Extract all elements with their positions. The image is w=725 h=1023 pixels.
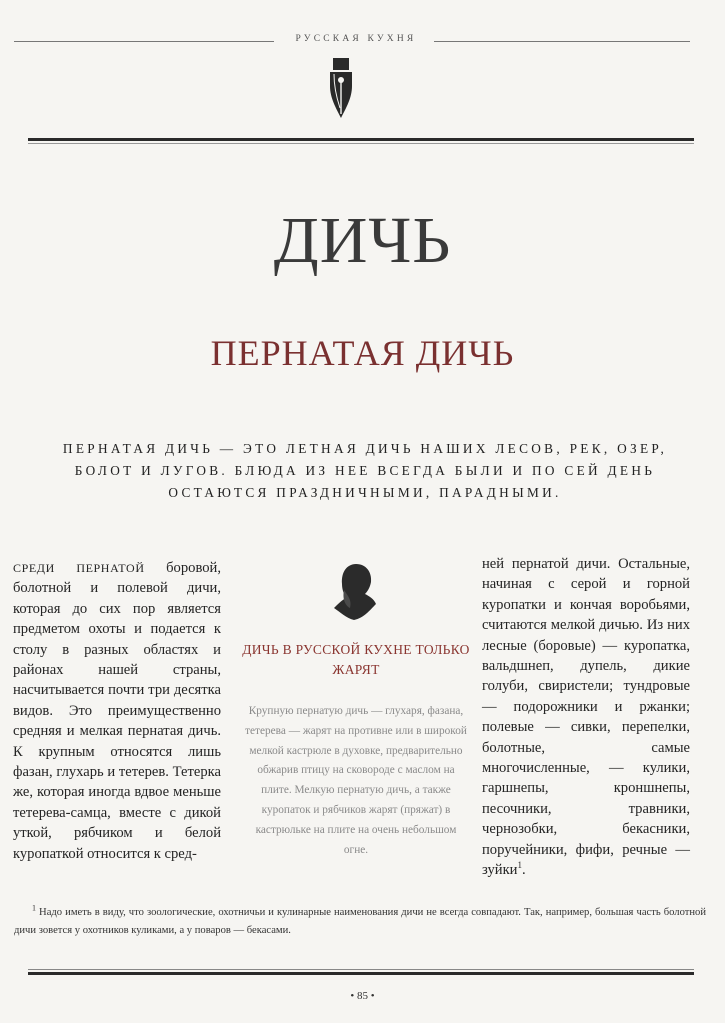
header-rule xyxy=(28,138,694,141)
page-number: • 85 • xyxy=(350,990,375,1002)
lead-in-text: СРЕДИ ПЕРНАТОЙ xyxy=(13,561,145,575)
left-column-text: боровой, болотной и полевой дичи, которая до сих пор является предметом охоты и подается к столу в разных областях и районах нашей страны, насчитывается почти три десятка видов. Это преимущественно средняя и мелкая пернатая дичь. К крупным относятся лишь фазан, глухарь и тетерев. Тетерка же, которая иногда вдвое меньше тетерева-самца, вместе с дикой уткой, рябчиком и белой куропаткой относится к сред- xyxy=(13,560,221,862)
section-title: ПЕРНАТАЯ ДИЧЬ xyxy=(210,333,515,373)
sidebar-title: ДИЧЬ В РУССКОЙ КУХНЕ ТОЛЬКО ЖАРЯТ xyxy=(242,642,470,677)
chapter-title: ДИЧЬ xyxy=(273,204,452,277)
body-column-right xyxy=(482,554,690,881)
fountain-pen-nib-icon xyxy=(327,56,355,120)
footnote-number: 1 xyxy=(32,903,36,913)
body-column-left xyxy=(13,558,221,864)
right-column-end: . xyxy=(521,862,526,879)
running-head xyxy=(14,34,690,48)
lead-paragraph: ПЕРНАТАЯ ДИЧЬ — ЭТО ЛЕТНАЯ ДИЧЬ НАШИХ ЛЕСОВ, РЕК, ОЗЕР, БОЛОТ И ЛУГОВ. БЛЮДА ИЗ НЕЕ ВСЕГДА БЫЛИ И ПО СЕЙ ДЕНЬ ОСТАЮТСЯ ПРАЗДНИЧНЫМИ, ПАРАДНЫМИ. xyxy=(62,441,668,500)
running-head-rule-left xyxy=(14,41,274,42)
right-column-text: ней пернатой дичи. Остальные, начиная с серой и горной куропатки и кончая воробьями, считаются мелкой дичью. Из них лесные (боровые) — куропатка, вальдшнеп, дупель, дикие голуби, свиристели; тундровые — подорожники и ржанки; полевые — сивки, перепелки, болотные, самые многочисленные, — кулики, гаршнепы, кроншнепы, песочники, травники, чернозобки, бекасники, поручейники, фифи, речные — зуйки xyxy=(482,556,690,879)
left-column-paragraph xyxy=(13,558,221,864)
sidebar-body: Крупную пернатую дичь — глухаря, фазана, тетерева — жарят на противне или в широкой мелкой кастрюле в духовке, предварительно обжарив птицу на сковороде с маслом на плите. Мелкую пернатую дичь, а также куропаток и рябчиков жарят (пряжат) в кастрюльке на плите на очень небольшом огне. xyxy=(245,705,467,856)
footer-rule xyxy=(28,969,694,970)
right-column-paragraph xyxy=(482,554,690,881)
running-head-label: РУССКАЯ КУХНЯ xyxy=(295,34,417,44)
footnote-text: Надо иметь в виду, что зоологические, охотничьи и кулинарные наименования дичи не всегда совпадают. Так, например, большая часть болотной дичи зовется у охотников куликами, а у поваров — бекасами. xyxy=(14,907,706,936)
portrait-silhouette-icon xyxy=(326,560,386,622)
running-head-rule-right xyxy=(434,41,690,42)
footnote-reference[interactable]: 1 xyxy=(517,860,522,871)
footnote xyxy=(14,904,706,940)
